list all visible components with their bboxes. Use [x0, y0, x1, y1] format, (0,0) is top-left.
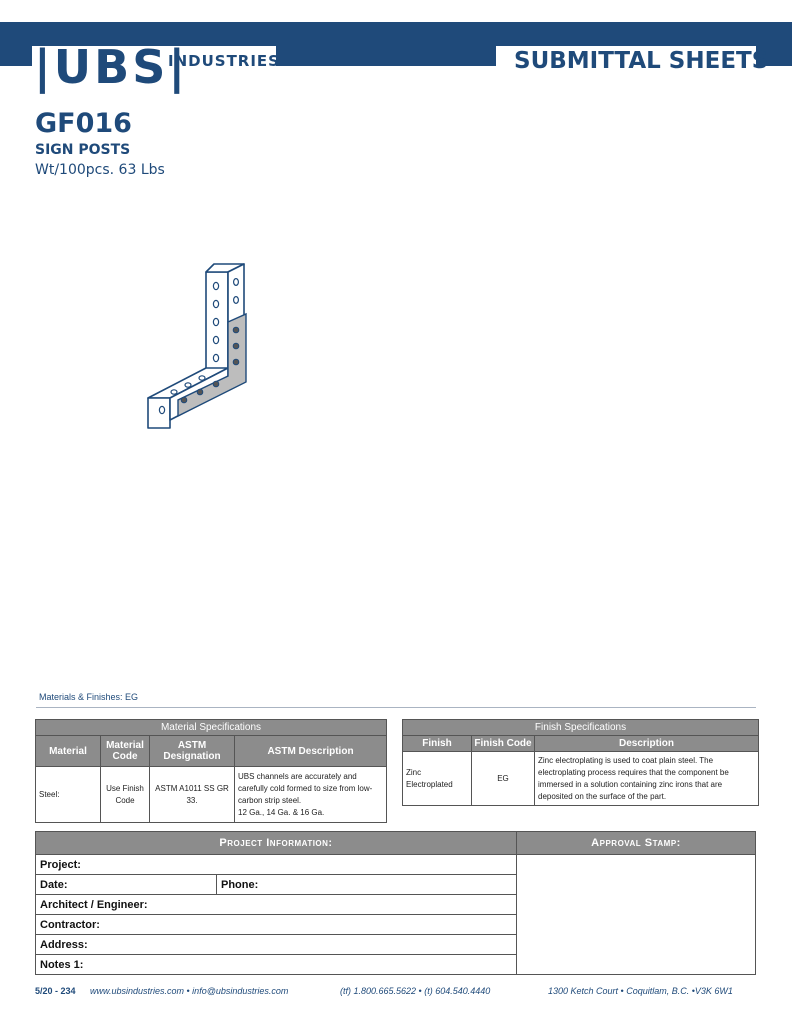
finish-cell: Zinc Electroplated	[403, 752, 472, 806]
approval-stamp-title: Approval Stamp:	[517, 832, 756, 855]
contractor-field[interactable]: Contractor:	[36, 915, 517, 935]
date-field[interactable]: Date:	[36, 875, 217, 895]
materials-finishes-label: Materials & Finishes: EG	[39, 692, 139, 702]
astm-designation-cell: ASTM A1011 SS GR 33.	[150, 767, 235, 823]
astm-description-text: UBS channels are accurately and carefully cold formed to size from low-carbon strip steel.	[238, 771, 373, 805]
finish-specs-title: Finish Specifications	[403, 720, 759, 736]
finish-description-header: Description	[535, 736, 759, 752]
company-logo: |UBS|	[34, 40, 189, 94]
footer-phone: (tf) 1.800.665.5622 • (t) 604.540.4440	[340, 986, 491, 996]
material-specs-title: Material Specifications	[36, 720, 387, 736]
finish-code-header: Finish Code	[472, 736, 535, 752]
astm-description-cell	[235, 767, 387, 823]
astm-description-header: ASTM Description	[235, 736, 387, 767]
product-weight: Wt/100pcs. 63 Lbs	[35, 162, 165, 178]
approval-stamp-area	[517, 855, 756, 975]
phone-field[interactable]: Phone:	[217, 875, 517, 895]
architect-engineer-field[interactable]: Architect / Engineer:	[36, 895, 517, 915]
material-specifications-table	[35, 719, 387, 823]
footer-page-number: 5/20 - 234	[35, 986, 76, 996]
company-logo-subtext: INDUSTRIES	[168, 52, 280, 70]
astm-designation-header: ASTM Designation	[150, 736, 235, 767]
footer-web-email[interactable]: www.ubsindustries.com • info@ubsindustries.com	[90, 986, 289, 996]
product-code: GF016	[35, 108, 132, 139]
notes-field[interactable]: Notes 1:	[36, 955, 517, 975]
project-info-title: Project Information:	[36, 832, 517, 855]
finish-header: Finish	[403, 736, 472, 752]
section-divider	[36, 707, 756, 708]
page-title: SUBMITTAL SHEETS	[514, 48, 769, 74]
astm-gauge-text: 12 Ga., 14 Ga. & 16 Ga.	[238, 807, 325, 817]
material-cell: Steel:	[36, 767, 101, 823]
finish-description-cell: Zinc electroplating is used to coat plain steel. The electroplating process requires that the component be immersed in a solution containing zinc irons that are deposited on the surface of the part.	[535, 752, 759, 806]
material-header: Material	[36, 736, 101, 767]
address-field[interactable]: Address:	[36, 935, 517, 955]
footer-address: 1300 Ketch Court • Coquitlam, B.C. •V3K 6W1	[548, 986, 733, 996]
finish-code-cell: EG	[472, 752, 535, 806]
product-illustration	[140, 260, 270, 435]
project-field[interactable]: Project:	[36, 855, 517, 875]
product-name: SIGN POSTS	[35, 142, 131, 158]
material-code-header: Material Code	[101, 736, 150, 767]
project-information-form	[35, 831, 756, 975]
material-code-cell: Use Finish Code	[101, 767, 150, 823]
finish-specifications-table	[402, 719, 759, 806]
